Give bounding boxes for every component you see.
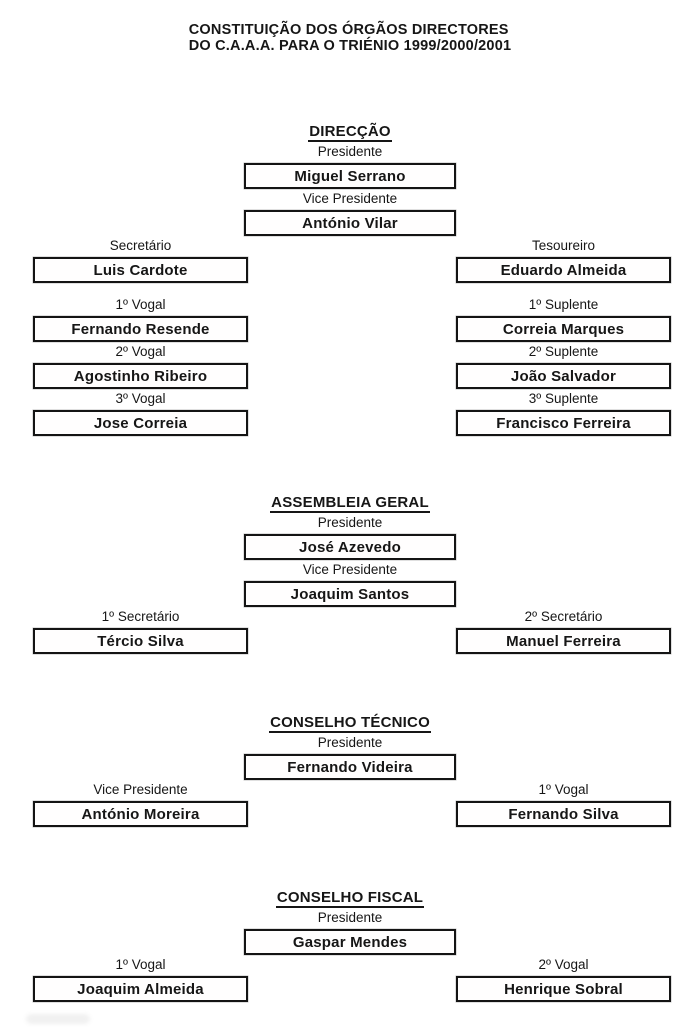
section-title: DIRECÇÃO	[309, 123, 391, 140]
person-box: Joaquim Almeida	[33, 976, 248, 1002]
pair-row	[0, 780, 700, 827]
person-box: Fernando Silva	[456, 801, 671, 827]
person-box: José Azevedo	[244, 534, 456, 560]
role-label: 2º Secretário	[524, 609, 603, 624]
person-box: Henrique Sobral	[456, 976, 671, 1002]
person-box: Eduardo Almeida	[456, 257, 671, 283]
person-box: António Moreira	[33, 801, 248, 827]
scan-smudge	[26, 1014, 90, 1024]
role-label: Presidente	[317, 910, 383, 925]
person-box: Agostinho Ribeiro	[33, 363, 248, 389]
section-assembleia-geral	[0, 495, 700, 654]
role-label: Vice Presidente	[302, 191, 398, 206]
left-column-list	[33, 295, 248, 436]
role-label: Vice Presidente	[302, 562, 398, 577]
pair-row	[0, 955, 700, 1002]
person-box: Miguel Serrano	[244, 163, 456, 189]
center-column	[244, 736, 456, 780]
role-label: 3º Vogal	[115, 391, 166, 406]
document-title-line1: CONSTITUIÇÃO DOS ÓRGÃOS DIRECTORES	[188, 22, 509, 38]
section-title: CONSELHO FISCAL	[276, 889, 424, 906]
person-box: António Vilar	[244, 210, 456, 236]
section-title: ASSEMBLEIA GERAL	[271, 494, 429, 511]
person-box: Fernando Resende	[33, 316, 248, 342]
role-label: Presidente	[317, 735, 383, 750]
pair-row	[0, 607, 700, 654]
left-column	[33, 236, 248, 283]
role-label: Presidente	[317, 144, 383, 159]
section-conselho-fiscal	[0, 890, 700, 1002]
pair-row	[0, 236, 700, 283]
role-label: Presidente	[317, 515, 383, 530]
person-box: Jose Correia	[33, 410, 248, 436]
role-label: 1º Secretário	[101, 609, 180, 624]
person-box: Joaquim Santos	[244, 581, 456, 607]
center-column	[244, 145, 456, 236]
right-column	[456, 955, 671, 1002]
person-box: Correia Marques	[456, 316, 671, 342]
person-box: João Salvador	[456, 363, 671, 389]
center-column	[244, 911, 456, 955]
right-column	[456, 780, 671, 827]
document-title-line2: DO C.A.A.A. PARA O TRIÉNIO 1999/2000/2001	[188, 38, 512, 54]
role-label: 2º Vogal	[115, 344, 166, 359]
person-box: Francisco Ferreira	[456, 410, 671, 436]
center-column	[244, 516, 456, 607]
person-box: Gaspar Mendes	[244, 929, 456, 955]
left-column	[33, 607, 248, 654]
section-conselho-tecnico	[0, 715, 700, 827]
role-label: 1º Suplente	[528, 297, 599, 312]
right-column-list	[456, 295, 671, 436]
role-label: 1º Vogal	[115, 957, 166, 972]
role-label: Secretário	[109, 238, 172, 253]
left-column	[33, 780, 248, 827]
lists-row	[0, 295, 700, 436]
document-title	[189, 0, 511, 54]
person-box: Tércio Silva	[33, 628, 248, 654]
role-label: 2º Suplente	[528, 344, 599, 359]
section-direccao	[0, 124, 700, 436]
role-label: 3º Suplente	[528, 391, 599, 406]
role-label: 1º Vogal	[538, 782, 589, 797]
role-label: Vice Presidente	[93, 782, 188, 797]
right-column	[456, 607, 671, 654]
right-column	[456, 236, 671, 283]
section-title: CONSELHO TÉCNICO	[270, 714, 430, 731]
person-box: Fernando Videira	[244, 754, 456, 780]
person-box: Manuel Ferreira	[456, 628, 671, 654]
role-label: Tesoureiro	[531, 238, 596, 253]
person-box: Luis Cardote	[33, 257, 248, 283]
role-label: 1º Vogal	[115, 297, 166, 312]
role-label: 2º Vogal	[538, 957, 589, 972]
left-column	[33, 955, 248, 1002]
